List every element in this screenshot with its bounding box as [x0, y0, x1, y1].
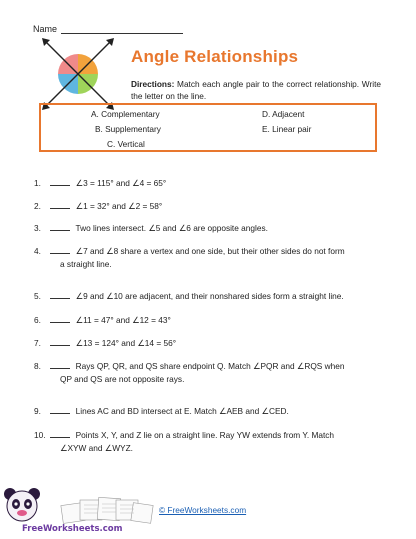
question-text: Lines AC and BD intersect at E. Match ∠AEB and ∠CED. — [75, 406, 289, 416]
choices-box — [39, 103, 377, 152]
directions-label: Directions: — [131, 79, 175, 89]
question-text: ∠7 and ∠8 share a vertex and one side, but their other sides do not form — [75, 246, 345, 256]
answer-blank[interactable] — [50, 405, 70, 414]
question-number: 8. — [34, 361, 41, 371]
question-text: ∠1 = 32° and ∠2 = 58° — [75, 201, 163, 211]
question-number: 9. — [34, 406, 41, 416]
answer-blank[interactable] — [50, 177, 70, 186]
question-text: ∠11 = 47° and ∠12 = 43° — [75, 315, 171, 325]
question-6 — [34, 314, 382, 327]
name-field — [33, 24, 183, 34]
question-9 — [34, 405, 382, 418]
question-number: 6. — [34, 315, 41, 325]
question-7 — [34, 337, 382, 350]
footer-copyright-link[interactable]: © FreeWorksheets.com — [159, 505, 247, 515]
answer-blank[interactable] — [50, 360, 70, 369]
question-8 — [34, 360, 382, 386]
question-text: Two lines intersect. ∠5 and ∠6 are opposite angles. — [75, 223, 268, 233]
question-text-continued: a straight line. — [60, 259, 112, 269]
answer-blank[interactable] — [50, 245, 70, 254]
panda-mascot-icon — [0, 488, 60, 528]
question-number: 1. — [34, 178, 41, 188]
question-text: ∠13 = 124° and ∠14 = 56° — [75, 338, 177, 348]
directions — [131, 78, 381, 102]
question-text: Rays QP, QR, and QS share endpoint Q. Match ∠PQR and ∠RQS when — [75, 361, 345, 371]
question-3 — [34, 222, 382, 235]
question-text: ∠9 and ∠10 are adjacent, and their nonshared sides form a straight line. — [75, 291, 344, 301]
choice-c: C. Vertical — [107, 139, 145, 149]
choice-a: A. Complementary — [91, 109, 160, 119]
question-5 — [34, 290, 382, 303]
answer-blank[interactable] — [50, 222, 70, 231]
worksheet-thumbnails-icon — [60, 496, 155, 524]
question-number: 10. — [34, 430, 46, 440]
answer-blank[interactable] — [50, 200, 70, 209]
question-number: 5. — [34, 291, 41, 301]
answer-blank[interactable] — [50, 337, 70, 346]
question-text: ∠3 = 115° and ∠4 = 65° — [75, 178, 167, 188]
choice-e: E. Linear pair — [262, 124, 312, 134]
name-line — [61, 24, 183, 34]
brand-wordmark: FreeWorksheets.com — [22, 524, 123, 534]
page-title: Angle Relationships — [131, 47, 299, 66]
question-number: 7. — [34, 338, 41, 348]
question-text-continued: QP and QS are not opposite rays. — [60, 374, 185, 384]
answer-blank[interactable] — [50, 314, 70, 323]
question-text-continued: ∠XYW and ∠WYZ. — [60, 443, 133, 453]
question-number: 3. — [34, 223, 41, 233]
question-1 — [34, 177, 382, 190]
question-10 — [34, 429, 382, 455]
question-4 — [34, 245, 382, 271]
name-label: Name — [33, 24, 58, 34]
answer-blank[interactable] — [50, 429, 70, 438]
choice-b: B. Supplementary — [95, 124, 161, 134]
angle-diagram-icon — [40, 36, 116, 112]
directions-text: Match each angle pair to the correct relationship. Write the letter on the line. — [131, 79, 381, 101]
question-number: 4. — [34, 246, 41, 256]
question-text: Points X, Y, and Z lie on a straight line. Ray YW extends from Y. Match — [75, 430, 335, 440]
answer-blank[interactable] — [50, 290, 70, 299]
choice-d: D. Adjacent — [262, 109, 305, 119]
question-number: 2. — [34, 201, 41, 211]
question-2 — [34, 200, 382, 213]
